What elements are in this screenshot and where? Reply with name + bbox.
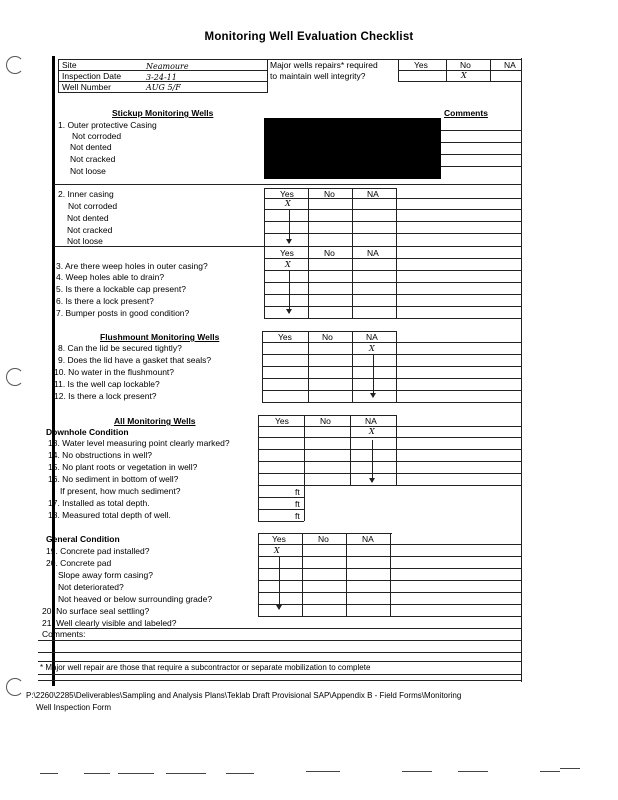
- footnote: * Major well repair are those that require a subcontractor or separate mobilization to complete: [40, 663, 371, 672]
- q2-mark: X: [285, 199, 291, 208]
- page-title: Monitoring Well Evaluation Checklist: [204, 31, 414, 43]
- q3-na-header: NA: [367, 248, 379, 258]
- q14-label: 14. No obstructions in well?: [48, 450, 152, 460]
- q1-label: 1. Outer protective Casing: [58, 120, 157, 130]
- header-yes: Yes: [414, 60, 428, 70]
- hole-punch-icon: [6, 368, 24, 386]
- q3-mark: X: [285, 260, 291, 269]
- site-label: Site: [62, 60, 77, 70]
- flush-na-header: NA: [366, 332, 378, 342]
- q18-label: 18. Measured total depth of well.: [48, 510, 171, 520]
- well-number-label: Well Number: [62, 82, 111, 92]
- repairs-question-2: to maintain well integrity?: [270, 71, 366, 81]
- q6-label: 6. Is there a lock present?: [56, 296, 154, 306]
- comments-label: Comments:: [42, 629, 86, 639]
- sediment-label: If present, how much sediment?: [60, 486, 181, 496]
- gen-mark: X: [274, 546, 280, 555]
- q3-no-header: No: [324, 248, 335, 258]
- q9-label: 9. Does the lid have a gasket that seals?: [58, 355, 212, 365]
- q17-label: 17. Installed as total depth.: [48, 498, 150, 508]
- q2-item: Not loose: [67, 236, 103, 246]
- general-heading: General Condition: [46, 534, 120, 544]
- all-heading: All Monitoring Wells: [114, 416, 196, 426]
- deteriorated-label: Not deteriorated?: [58, 582, 124, 592]
- arrow-down-icon: [279, 557, 280, 609]
- q3-yes-header: Yes: [280, 248, 294, 258]
- q1-item: Not loose: [70, 166, 106, 176]
- all-mark: X: [369, 427, 375, 436]
- slope-label: Slope away form casing?: [58, 570, 153, 580]
- q10-label: 10. No water in the flushmount?: [54, 367, 175, 377]
- gen-na-header: NA: [362, 534, 374, 544]
- flush-heading: Flushmount Monitoring Wells: [100, 332, 220, 342]
- q2-no-header: No: [324, 189, 335, 199]
- gen-yes-header: Yes: [272, 534, 286, 544]
- ft-unit: ft: [295, 499, 300, 509]
- stickup-heading: Stickup Monitoring Wells: [112, 108, 214, 118]
- q13-label: 13. Water level measuring point clearly marked?: [48, 438, 230, 448]
- q2-label: 2. Inner casing: [58, 189, 114, 199]
- q15-label: 15. No plant roots or vegetation in well?: [48, 462, 198, 472]
- hole-punch-icon: [6, 56, 24, 74]
- q21-label: 21. Well clearly visible and labeled?: [42, 618, 177, 628]
- q11-label: 11. Is the well cap lockable?: [54, 379, 160, 389]
- arrow-down-icon: [289, 271, 290, 313]
- q12-label: 12. Is there a lock present?: [54, 391, 157, 401]
- q2-na-header: NA: [367, 189, 379, 199]
- repairs-mark: X: [461, 71, 467, 80]
- q2-yes-header: Yes: [280, 189, 294, 199]
- header-no: No: [460, 60, 471, 70]
- inspection-date-value: 3-24-11: [146, 73, 177, 82]
- q5-label: 5. Is there a lockable cap present?: [56, 284, 186, 294]
- redaction-box: [264, 118, 441, 179]
- all-na-header: NA: [365, 416, 377, 426]
- flush-mark: X: [369, 344, 375, 353]
- seal-label: 20. No surface seal settling?: [42, 606, 150, 616]
- q4-label: 4. Weep holes able to drain?: [56, 272, 165, 282]
- q8-label: 8. Can the lid be secured tightly?: [58, 343, 182, 353]
- q7-label: 7. Bumper posts in good condition?: [56, 308, 190, 318]
- all-no-header: No: [320, 416, 331, 426]
- gen-no-header: No: [318, 534, 329, 544]
- ft-unit: ft: [295, 487, 300, 497]
- repairs-question: Major wells repairs* required: [270, 60, 378, 70]
- all-yes-header: Yes: [275, 416, 289, 426]
- ft-unit: ft: [295, 511, 300, 521]
- flush-no-header: No: [322, 332, 333, 342]
- q16-label: 16. No sediment in bottom of well?: [48, 474, 179, 484]
- arrow-down-icon: [372, 440, 373, 482]
- arrow-down-icon: [289, 209, 290, 243]
- q2-item: Not cracked: [67, 225, 113, 235]
- header-na: NA: [504, 60, 516, 70]
- q1-item: Not corroded: [72, 131, 122, 141]
- q19-label: 19. Concrete pad installed?: [46, 546, 150, 556]
- hole-punch-icon: [6, 678, 24, 696]
- downhole-heading: Downhole Condition: [46, 427, 129, 437]
- file-path: P:\2260\2285\Deliverables\Sampling and Analysis Plans\Teklab Draft Provisional SAP\Appendix B - Field Forms\Monitoring: [26, 691, 462, 700]
- q3-label: 3. Are there weep holes in outer casing?: [56, 261, 208, 271]
- q1-item: Not dented: [70, 142, 112, 152]
- file-path-2: Well Inspection Form: [36, 703, 111, 712]
- flush-yes-header: Yes: [278, 332, 292, 342]
- q2-item: Not dented: [67, 213, 109, 223]
- site-value: Neamoure: [146, 62, 189, 71]
- well-number-value: AUG 5/F: [146, 83, 181, 92]
- q2-item: Not corroded: [68, 201, 118, 211]
- right-border: [521, 58, 522, 682]
- q20-label: 20. Concrete pad: [46, 558, 112, 568]
- q1-item: Not cracked: [70, 154, 116, 164]
- inspection-date-label: Inspection Date: [62, 71, 122, 81]
- heaved-label: Not heaved or below surrounding grade?: [58, 594, 213, 604]
- comments-heading: Comments: [444, 108, 488, 118]
- arrow-down-icon: [373, 355, 374, 397]
